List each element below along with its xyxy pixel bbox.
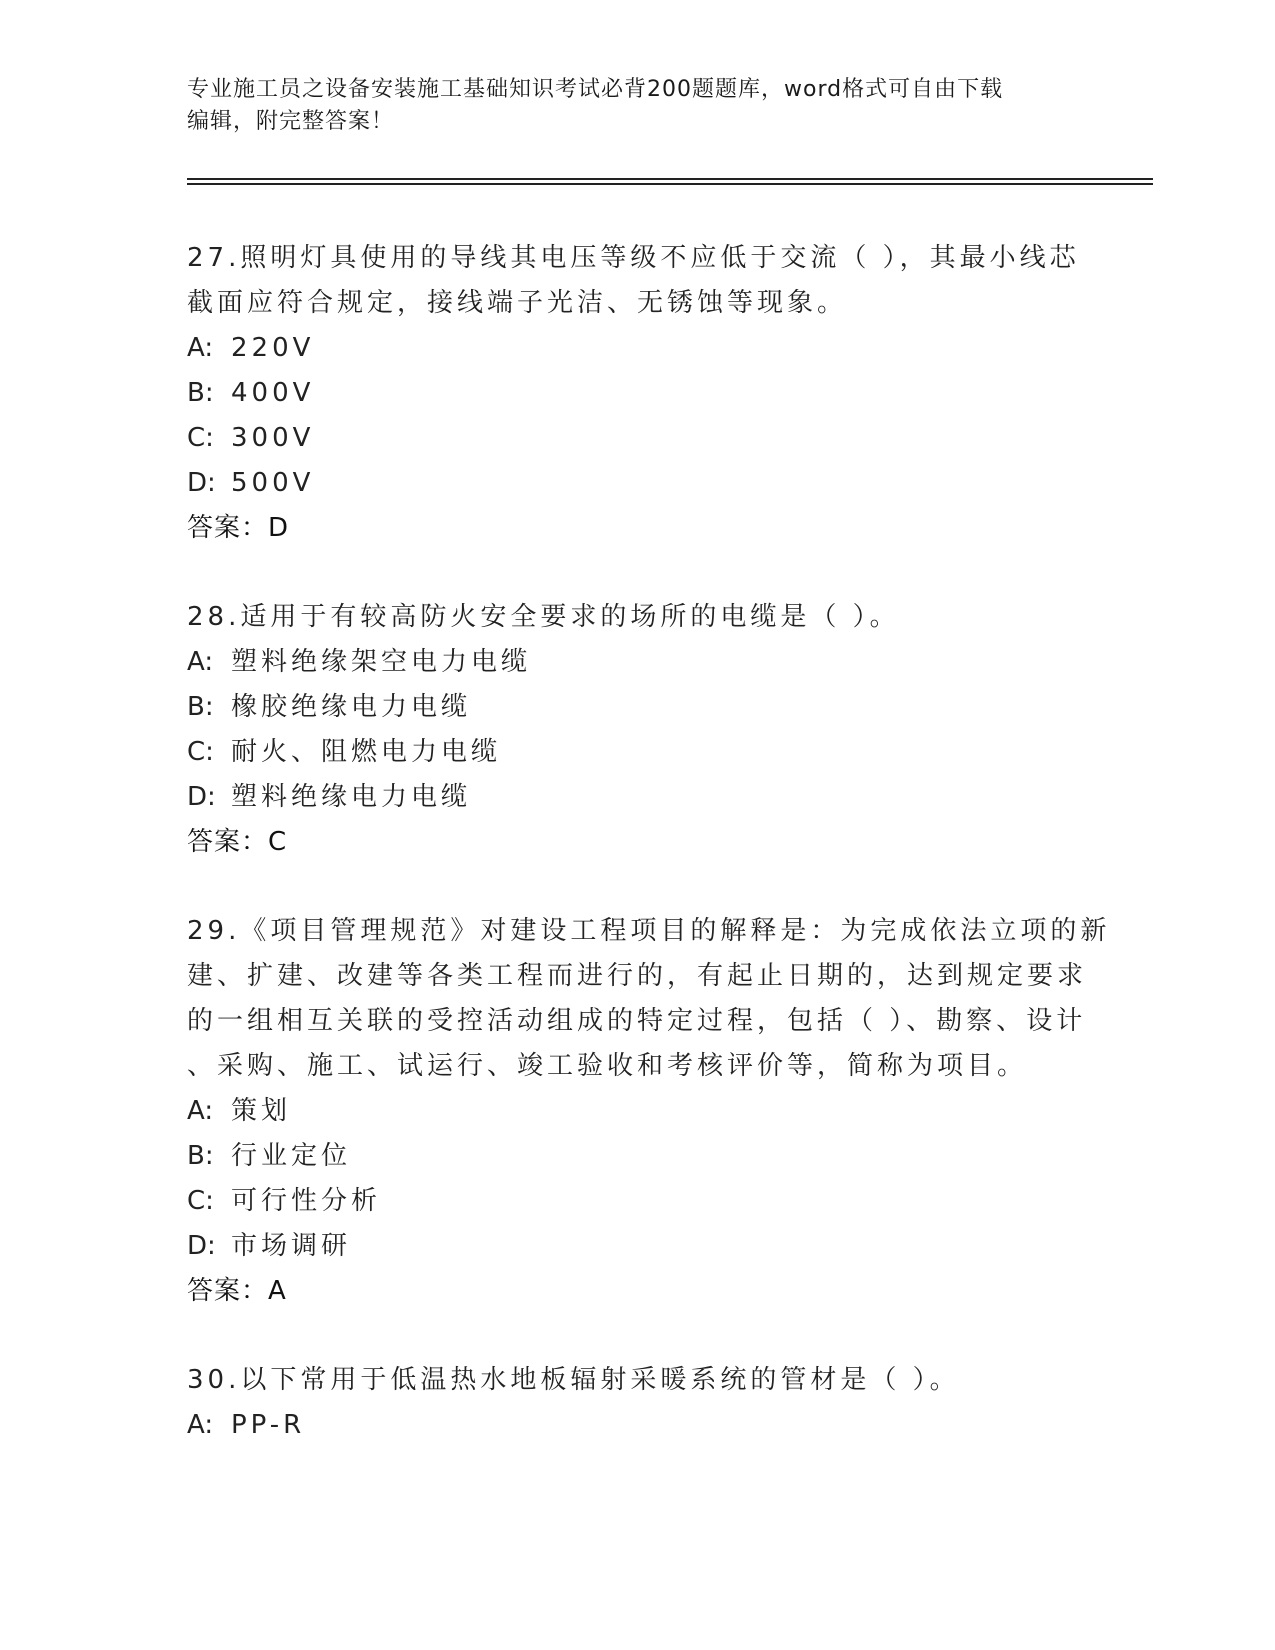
option-c bbox=[187, 1179, 1087, 1224]
document-header bbox=[187, 74, 1067, 138]
option-key: A: bbox=[187, 647, 214, 677]
question-line: 截面应符合规定，接线端子光洁、无锈蚀等现象。 bbox=[187, 288, 848, 318]
option-a bbox=[187, 1403, 1087, 1448]
option-key: A: bbox=[187, 333, 214, 363]
question-29 bbox=[187, 909, 1111, 1314]
header-line-2: 编辑，附完整答案！ bbox=[187, 109, 395, 134]
question-line: 建、扩建、改建等各类工程而进行的，有起止日期的，达到规定要求 bbox=[187, 961, 1088, 991]
option-d bbox=[187, 461, 1087, 506]
question-text bbox=[187, 1358, 1087, 1403]
option-text: 耐火、阻燃电力电缆 bbox=[231, 737, 502, 767]
question-line: 的一组相互关联的受控活动组成的特定过程，包括（ ）、勘察、设计 bbox=[187, 1006, 1087, 1036]
question-line: 、采购、施工、试运行、竣工验收和考核评价等，简称为项目。 bbox=[187, 1051, 1028, 1081]
option-text: PP-R bbox=[231, 1410, 306, 1440]
header-line-1: 专业施工员之设备安装施工基础知识考试必背200题题库，word格式可自由下载 bbox=[187, 77, 1004, 102]
option-b bbox=[187, 1134, 1087, 1179]
question-28 bbox=[187, 595, 1087, 865]
option-text: 塑料绝缘架空电力电缆 bbox=[231, 647, 532, 677]
question-text bbox=[187, 236, 1087, 326]
answer: 答案：C bbox=[187, 827, 288, 857]
option-d bbox=[187, 775, 1087, 820]
option-text: 行业定位 bbox=[231, 1141, 352, 1171]
option-text: 500V bbox=[231, 468, 315, 498]
option-text: 市场调研 bbox=[231, 1231, 352, 1261]
option-text: 橡胶绝缘电力电缆 bbox=[231, 692, 472, 722]
question-line: 30.以下常用于低温热水地板辐射采暖系统的管材是（ ）。 bbox=[187, 1365, 960, 1395]
option-a bbox=[187, 1089, 1087, 1134]
option-c bbox=[187, 730, 1087, 775]
option-text: 220V bbox=[231, 333, 315, 363]
option-key: C: bbox=[187, 1186, 214, 1216]
option-text: 400V bbox=[231, 378, 315, 408]
option-key: B: bbox=[187, 1141, 214, 1171]
question-line: 28.适用于有较高防火安全要求的场所的电缆是（ ）。 bbox=[187, 602, 900, 632]
option-d bbox=[187, 1224, 1087, 1269]
option-text: 策划 bbox=[231, 1096, 292, 1126]
option-text: 可行性分析 bbox=[231, 1186, 382, 1216]
option-text: 300V bbox=[231, 423, 315, 453]
option-key: D: bbox=[187, 782, 216, 812]
question-list bbox=[187, 236, 1111, 1492]
option-key: B: bbox=[187, 692, 214, 722]
option-a bbox=[187, 326, 1087, 371]
option-b bbox=[187, 685, 1087, 730]
option-b bbox=[187, 371, 1087, 416]
option-text: 塑料绝缘电力电缆 bbox=[231, 782, 472, 812]
question-line: 29.《项目管理规范》对建设工程项目的解释是：为完成依法立项的新 bbox=[187, 916, 1111, 946]
option-key: C: bbox=[187, 737, 214, 767]
option-key: D: bbox=[187, 1231, 216, 1261]
answer: 答案：A bbox=[187, 1276, 287, 1306]
answer: 答案：D bbox=[187, 513, 290, 543]
header-divider-top bbox=[187, 178, 1153, 180]
option-key: A: bbox=[187, 1410, 214, 1440]
question-27 bbox=[187, 236, 1087, 551]
question-text bbox=[187, 595, 1087, 640]
option-c bbox=[187, 416, 1087, 461]
question-line: 27.照明灯具使用的导线其电压等级不应低于交流（ ），其最小线芯 bbox=[187, 243, 1080, 273]
option-key: A: bbox=[187, 1096, 214, 1126]
header-divider-bottom bbox=[187, 183, 1153, 185]
question-30 bbox=[187, 1358, 1087, 1448]
question-text bbox=[187, 909, 1111, 1089]
option-key: D: bbox=[187, 468, 216, 498]
option-key: B: bbox=[187, 378, 214, 408]
option-key: C: bbox=[187, 423, 214, 453]
option-a bbox=[187, 640, 1087, 685]
